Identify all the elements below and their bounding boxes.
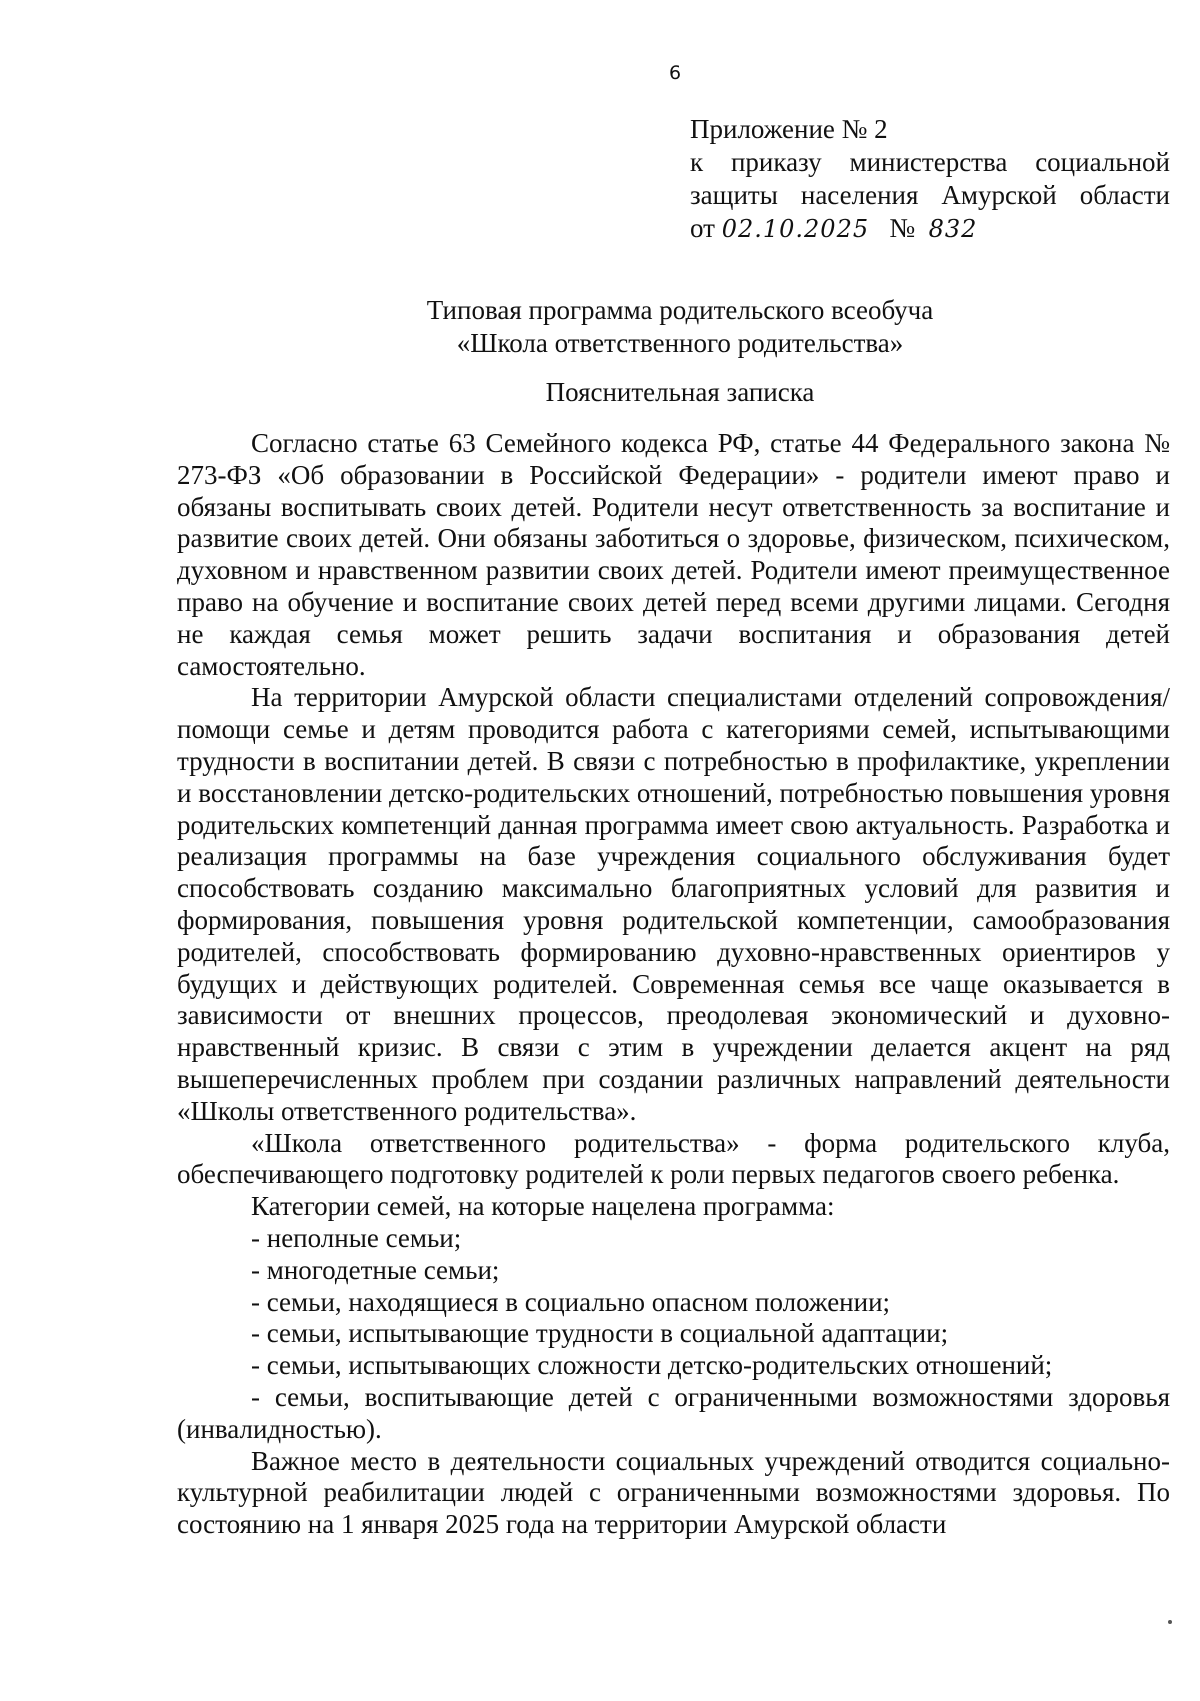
paragraph-2: На территории Амурской области специалистами отделений сопровождения/помощи семье и детям проводится работа с категориями семей, испытывающими трудности в воспитании детей. В связи с потребностью в профилактике, укреплении и восстановлении детско-родительских отношений, потребностью повышения уровня родительских компетенций данная программа имеет свою актуальность. Разработка и реализация программы на базе учреждения социального обслуживания будет способствовать созданию максимально благоприятных условий для развития и формирования, повышения уровня родительской компетенции, самообразования родителей, способствовать формированию духовно-нравственных ориентиров у будущих и действующих родителей. Современная семья все чаще оказывается в зависимости от внешних процессов, преодолевая экономический и духовно-нравственный кризис. В связи с этим в учреждении делается акцент на ряд вышеперечисленных проблем при создании различных направлений деятельности «Школы ответственного родительства». xyxy=(177,682,1170,1126)
handwritten-date: 02.10.2025 xyxy=(721,215,870,243)
title-line-2: «Школа ответственного родительства» xyxy=(456,328,904,358)
handwritten-number: 832 xyxy=(928,215,978,243)
category-item: - семьи, воспитывающие детей с ограниченными возможностями здоровья (инвалидностью). xyxy=(177,1381,1170,1444)
annex-date-line xyxy=(690,212,1170,246)
date-prefix: от xyxy=(690,213,715,243)
annex-order-line: к приказу министерства социальной xyxy=(690,147,1170,177)
category-item: - многодетные семьи; xyxy=(251,1254,500,1285)
category-item: - семьи, испытывающих сложности детско-родительских отношений; xyxy=(251,1350,1053,1381)
explanatory-note-title: Пояснительная записка xyxy=(545,377,815,407)
document-body xyxy=(177,428,1170,1541)
annex-title: Приложение № 2 xyxy=(690,114,888,144)
paragraph-5: Важное место в деятельности социальных учреждений отводится социально-культурной реабилитации людей с ограниченными возможностями здоровья. По состоянию на 1 января 2025 года на территории Амурской области xyxy=(177,1445,1170,1540)
annex-header xyxy=(690,113,1170,246)
annex-ministry-line: защиты населения Амурской области xyxy=(690,180,1170,210)
scan-speck xyxy=(1168,1620,1172,1624)
paragraph-1: Согласно статье 63 Семейного кодекса РФ, статье 44 Федерального закона № 273-ФЗ «Об образовании в Российской Федерации» - родители имеют право и обязаны воспитывать своих детей. Родители несут ответственность за воспитание и развитие своих детей. Они обязаны заботиться о здоровье, физическом, психическом, духовном и нравственном развитии своих детей. Родители имеют преимущественное право на обучение и воспитание своих детей перед всеми другими лицами. Сегодня не каждая семья может решить задачи воспитания и образования детей самостоятельно. xyxy=(177,428,1170,681)
number-prefix: № xyxy=(889,213,916,243)
page-number: 6 xyxy=(668,62,682,84)
paragraph-3: «Школа ответственного родительства» - форма родительского клуба, обеспечивающего подготовку родителей к роли первых педагогов своего ребенка. xyxy=(177,1127,1170,1190)
document-title xyxy=(180,294,1180,360)
category-item: - семьи, испытывающие трудности в социальной адаптации; xyxy=(251,1318,949,1349)
paragraph-4: Категории семей, на которые нацелена программа: xyxy=(251,1191,835,1222)
title-line-1: Типовая программа родительского всеобуча xyxy=(426,295,934,325)
category-item: - неполные семьи; xyxy=(251,1222,462,1253)
category-item: - семьи, находящиеся в социально опасном положении; xyxy=(251,1286,891,1317)
